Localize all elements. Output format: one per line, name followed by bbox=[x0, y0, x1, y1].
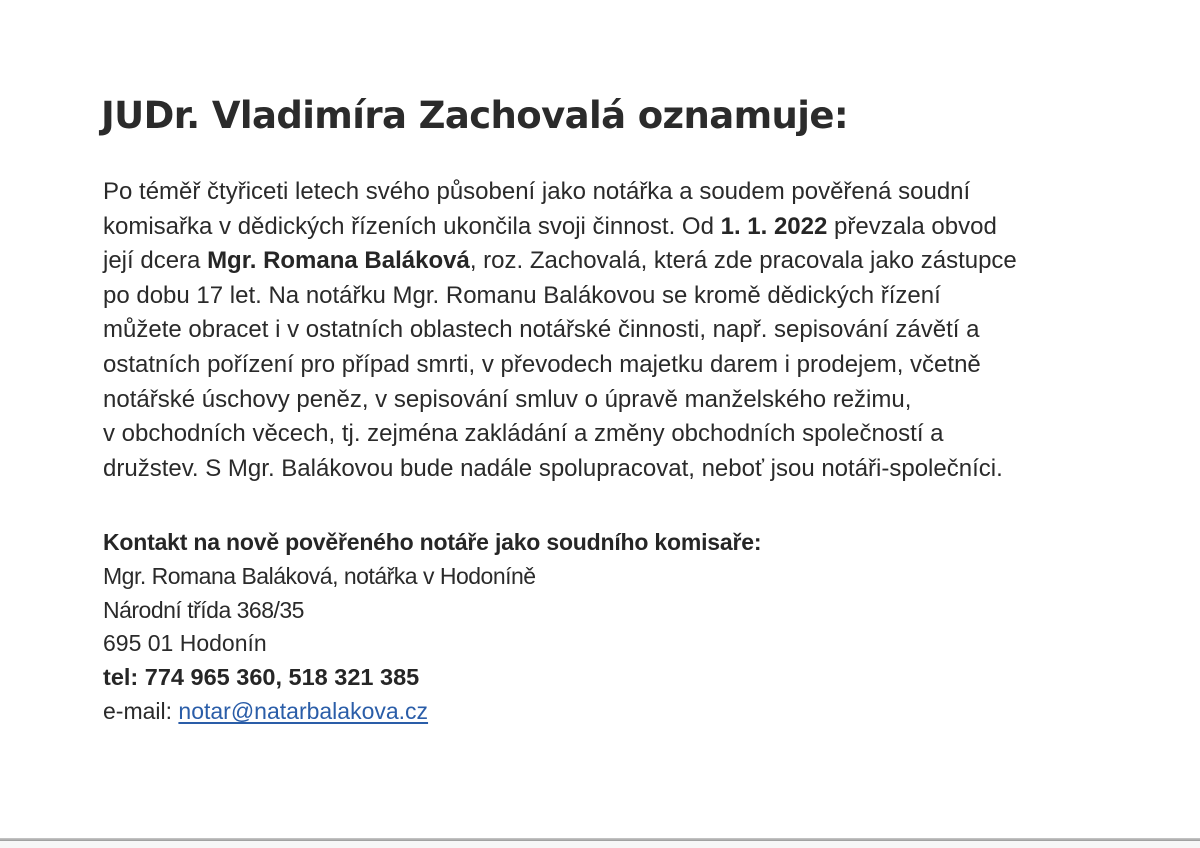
body-text-segment: družstev. S Mgr. Balákovou bude nadále spolupracovat, neboť jsou notáři-společníci. bbox=[103, 454, 1003, 482]
body-line bbox=[103, 210, 1103, 245]
body-text-segment: Po téměř čtyřiceti letech svého působení jako notářka a soudem pověřená soudní bbox=[103, 178, 971, 205]
body-line bbox=[103, 313, 1103, 348]
body-text-segment: v obchodních věcech, tj. zejména zakládání a změny obchodních společností a bbox=[103, 420, 944, 448]
body-line bbox=[103, 175, 1103, 210]
body-text-segment: převzala obvod bbox=[827, 212, 997, 240]
body-line bbox=[103, 348, 1103, 383]
body-line bbox=[103, 244, 1103, 279]
email-label: e-mail: bbox=[103, 697, 179, 724]
successor-name: Mgr. Romana Baláková bbox=[207, 247, 470, 275]
effective-date: 1. 1. 2022 bbox=[720, 212, 828, 240]
contact-heading: Kontakt na nově pověřeného notáře jako soudního komisaře: bbox=[103, 529, 762, 555]
body-line bbox=[103, 417, 1103, 452]
contact-city: 695 01 Hodonín bbox=[103, 630, 267, 657]
body-text-segment: její dcera bbox=[103, 247, 208, 275]
contact-block bbox=[103, 526, 761, 729]
body-text-segment: komisařka v dědických řízeních ukončila svoji činnost. Od bbox=[103, 212, 721, 240]
body-line bbox=[103, 383, 1103, 418]
contact-email-line bbox=[103, 695, 761, 729]
contact-phone: tel: 774 965 360, 518 321 385 bbox=[103, 664, 420, 691]
email-link[interactable]: notar@natarbalakova.cz bbox=[178, 697, 429, 724]
body-text-segment: můžete obracet i v ostatních oblastech notářské činnosti, např. sepisování závětí a bbox=[103, 316, 980, 344]
contact-street: Národní třída 368/35 bbox=[103, 596, 304, 623]
body-text-segment: po dobu 17 let. Na notářku Mgr. Romanu Balákovou se kromě dědických řízení bbox=[103, 281, 941, 309]
body-text-segment: notářské úschovy peněz, v sepisování smluv o úpravě manželského režimu, bbox=[103, 385, 912, 413]
document-title: JUDr. Vladimíra Zachovalá oznamuje: bbox=[101, 94, 849, 137]
contact-name: Mgr. Romana Baláková, notářka v Hodoníně bbox=[103, 562, 536, 589]
body-text-segment: ostatních pořízení pro případ smrti, v převodech majetku darem i prodejem, včetně bbox=[103, 350, 981, 378]
body-line bbox=[103, 452, 1103, 487]
body-line bbox=[103, 279, 1103, 314]
announcement-body bbox=[103, 175, 1103, 486]
body-text-segment: , roz. Zachovalá, která zde pracovala jako zástupce bbox=[469, 247, 1017, 275]
scan-margin bbox=[0, 841, 1200, 848]
